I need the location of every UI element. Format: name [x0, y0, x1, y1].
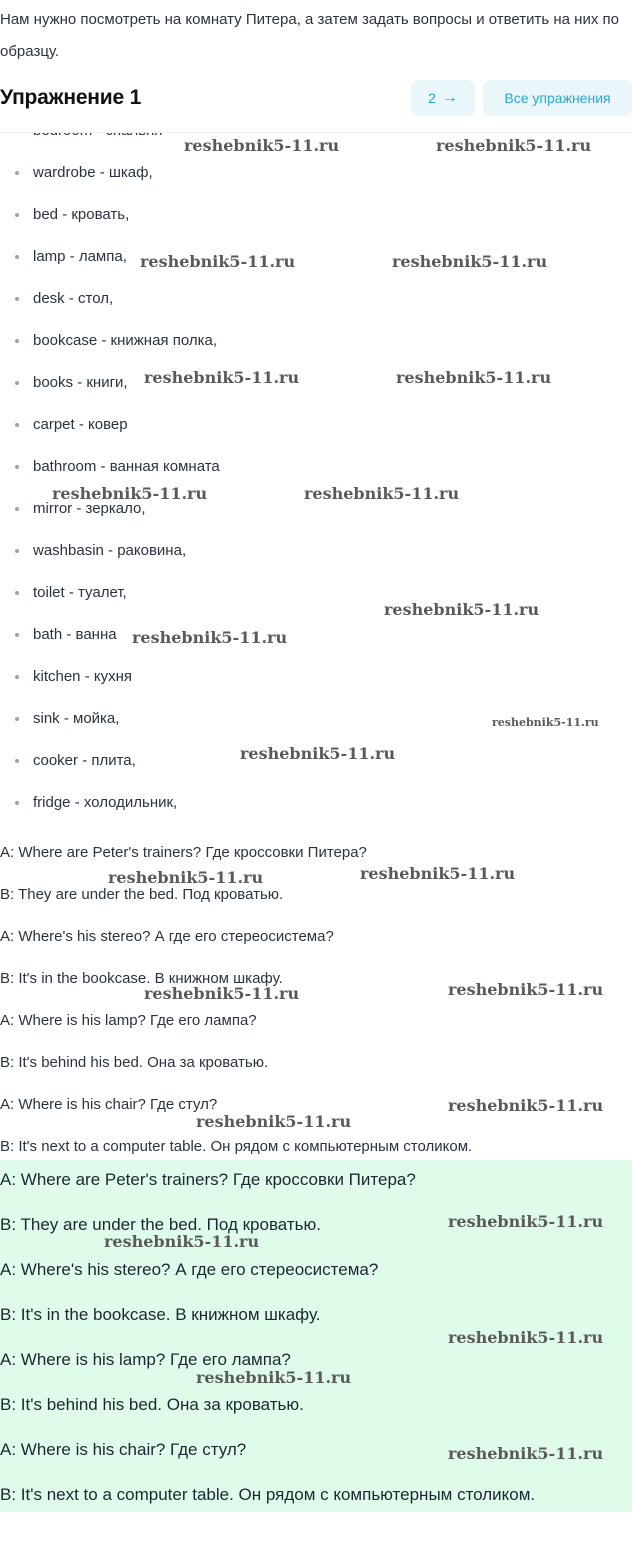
watermark: reshebnik5-11.ru — [436, 136, 592, 155]
watermark: reshebnik5-11.ru — [392, 252, 548, 271]
next-exercise-button[interactable] — [411, 80, 475, 116]
watermark: reshebnik5-11.ru — [52, 484, 208, 503]
bullet-icon — [15, 381, 19, 385]
dialogue-line: B: It's behind his bed. Она за кроватью. — [0, 1054, 269, 1071]
dialogue-line: B: It's in the bookcase. В книжном шкафу. — [0, 970, 283, 987]
exercise-header — [0, 80, 632, 133]
dialogue-line: A: Where is his lamp? Где его лампа? — [0, 1012, 257, 1029]
answer-line: B: It's in the bookcase. В книжном шкафу. — [0, 1305, 321, 1324]
watermark: reshebnik5-11.ru — [184, 136, 340, 155]
watermark: reshebnik5-11.ru — [196, 1368, 352, 1387]
bullet-icon — [15, 591, 19, 595]
watermark: reshebnik5-11.ru — [140, 252, 296, 271]
bullet-icon — [15, 717, 19, 721]
bullet-icon — [15, 255, 19, 259]
bullet-icon — [15, 465, 19, 469]
dialogue-line: B: It's next to a computer table. Он рядом с компьютерным столиком. — [0, 1138, 473, 1155]
answer-line: A: Where is his lamp? Где его лампа? — [0, 1350, 291, 1369]
watermark: reshebnik5-11.ru — [108, 868, 264, 887]
bullet-icon — [15, 759, 19, 763]
bullet-icon — [15, 801, 19, 805]
watermark: reshebnik5-11.ru — [448, 1444, 604, 1463]
answer-line: A: Where's his stereo? А где его стереосистема? — [0, 1260, 379, 1279]
answer-block — [0, 1160, 632, 1512]
watermark: reshebnik5-11.ru — [448, 1096, 604, 1115]
watermark: reshebnik5-11.ru — [144, 984, 300, 1003]
watermark: reshebnik5-11.ru — [448, 1328, 604, 1347]
watermark: reshebnik5-11.ru — [492, 716, 599, 729]
bullet-icon — [15, 507, 19, 511]
dialogue-line: B: They are under the bed. Под кроватью. — [0, 886, 284, 903]
bullet-icon — [15, 675, 19, 679]
watermark: reshebnik5-11.ru — [360, 864, 516, 883]
watermark: reshebnik5-11.ru — [104, 1232, 260, 1251]
bullet-icon — [15, 549, 19, 553]
bullet-icon — [15, 423, 19, 427]
answer-line: B: They are under the bed. Под кроватью. — [0, 1215, 321, 1234]
watermark: reshebnik5-11.ru — [304, 484, 460, 503]
dialogue-line: A: Where are Peter's trainers? Где кроссовки Питера? — [0, 844, 367, 861]
bullet-icon — [15, 171, 19, 175]
answer-line: B: It's behind his bed. Она за кроватью. — [0, 1395, 304, 1414]
dialogue-line: A: Where's his stereo? А где его стереосистема? — [0, 928, 334, 945]
answer-line: B: It's next to a computer table. Он рядом с компьютерным столиком. — [0, 1485, 536, 1504]
watermark: reshebnik5-11.ru — [196, 1112, 352, 1131]
bullet-icon — [15, 633, 19, 637]
watermark: reshebnik5-11.ru — [448, 980, 604, 999]
watermark: reshebnik5-11.ru — [448, 1212, 604, 1231]
answer-line: A: Where is his chair? Где стул? — [0, 1440, 247, 1459]
bullet-icon — [15, 297, 19, 301]
watermark: reshebnik5-11.ru — [384, 600, 540, 619]
arrow-right-icon: → — [441, 89, 458, 106]
answer-line: A: Where are Peter's trainers? Где кроссовки Питера? — [0, 1170, 416, 1189]
bullet-icon — [15, 213, 19, 217]
dialogue-line: A: Where is his chair? Где стул? — [0, 1096, 218, 1113]
exercise-title: Упражнение 1 — [0, 86, 142, 109]
watermark: reshebnik5-11.ru — [396, 368, 552, 387]
watermark: reshebnik5-11.ru — [132, 628, 288, 647]
watermark: reshebnik5-11.ru — [144, 368, 300, 387]
next-exercise-label: 2 — [428, 90, 436, 106]
watermark: reshebnik5-11.ru — [240, 744, 396, 763]
bullet-icon — [15, 339, 19, 343]
all-exercises-button[interactable]: Все упражнения — [483, 80, 632, 116]
intro-text: Нам нужно посмотреть на комнату Питера, а затем задать вопросы и ответить на них по образцу. — [0, 11, 619, 60]
